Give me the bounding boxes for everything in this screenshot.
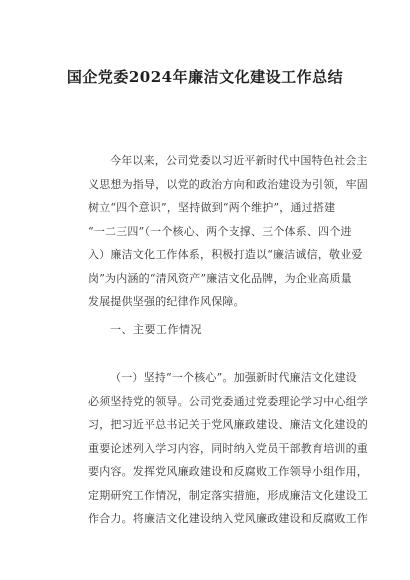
- paragraph-line: 习，把习近平总书记关于党风廉政建设、廉洁文化建设的: [88, 418, 368, 431]
- document-title: 国企党委2024年廉洁文化建设工作总结: [66, 68, 344, 86]
- paragraph-line: 入）廉洁文化工作体系，积极打造以“廉洁诚信，敬业爱: [88, 248, 363, 261]
- paragraph-line: 必须坚持党的领导。公司党委通过党委理论学习中心组学: [88, 394, 368, 408]
- paragraph-line: 今年以来，公司党委以习近平新时代中国特色社会主: [110, 154, 368, 167]
- paragraph-line: “一二三四”（一个核心、两个支撑、三个体系、四个进: [88, 224, 352, 238]
- section1-paragraph: [88, 366, 368, 531]
- paragraph-line: （一）坚持“一个核心”。加强新时代廉洁文化建设: [110, 371, 357, 384]
- paragraph-line: 义思想为指导，以党的政治方向和政治建设为引领，牢固: [88, 177, 368, 191]
- paragraph-line: 发展提供坚强的纪律作风保障。: [88, 295, 245, 308]
- paragraph-line: 作合力。将廉洁文化建设纳入党风廉政建设和反腐败工作: [88, 512, 368, 525]
- paragraph-line: 重要论述列入学习内容，同时纳入党员干部教育培训的重: [88, 441, 368, 455]
- paragraph-line: 要内容。发挥党风廉政建设和反腐败工作领导小组作用，: [88, 465, 368, 478]
- paragraph-line: 定期研究工作情况，制定落实措施，形成廉洁文化建设工: [88, 488, 368, 502]
- intro-paragraph: [88, 149, 368, 314]
- section-heading: 一、主要工作情况: [110, 323, 202, 336]
- paragraph-line: 岗”为内涵的“清风资产”廉洁文化品牌，为企业高质量: [88, 271, 352, 285]
- paragraph-line: 树立“四个意识”，坚持做到“两个维护”，通过搭建: [88, 201, 336, 214]
